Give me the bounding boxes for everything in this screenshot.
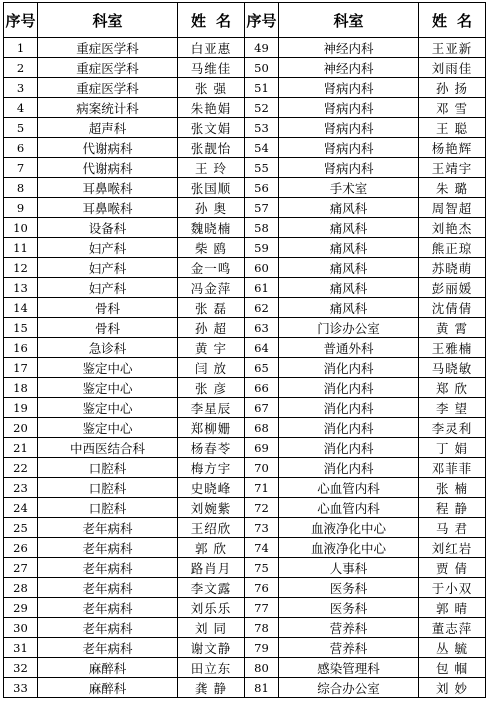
department-cell: 神经内科 — [279, 38, 419, 58]
header-serial-number-right: 序号 — [245, 3, 279, 38]
department-cell: 妇产科 — [38, 238, 178, 258]
person-name-cell: 郭 欣 — [178, 538, 245, 558]
department-cell: 痛风科 — [279, 218, 419, 238]
serial-number-cell: 72 — [245, 498, 279, 518]
person-name-cell: 刘雨佳 — [419, 58, 486, 78]
table-row — [4, 358, 486, 378]
department-cell: 肾病内科 — [279, 118, 419, 138]
table-row — [4, 398, 486, 418]
header-name-left: 姓名 — [178, 3, 245, 38]
person-name-cell: 白亚惠 — [178, 38, 245, 58]
person-name-cell: 丛 毓 — [419, 638, 486, 658]
person-name-cell: 邓 雪 — [419, 98, 486, 118]
table-row — [4, 418, 486, 438]
table-row — [4, 258, 486, 278]
serial-number-cell: 28 — [4, 578, 38, 598]
department-cell: 麻醉科 — [38, 678, 178, 698]
serial-number-cell: 18 — [4, 378, 38, 398]
serial-number-cell: 73 — [245, 518, 279, 538]
person-name-cell: 冯金萍 — [178, 278, 245, 298]
serial-number-cell: 62 — [245, 298, 279, 318]
department-cell: 血液净化中心 — [279, 518, 419, 538]
serial-number-cell: 26 — [4, 538, 38, 558]
department-cell: 病案统计科 — [38, 98, 178, 118]
person-name-cell: 苏晓萌 — [419, 258, 486, 278]
department-cell: 消化内科 — [279, 418, 419, 438]
serial-number-cell: 15 — [4, 318, 38, 338]
department-cell: 消化内科 — [279, 438, 419, 458]
table-row — [4, 178, 486, 198]
department-cell: 肾病内科 — [279, 78, 419, 98]
department-cell: 肾病内科 — [279, 138, 419, 158]
person-name-cell: 张国顺 — [178, 178, 245, 198]
department-cell: 消化内科 — [279, 458, 419, 478]
serial-number-cell: 57 — [245, 198, 279, 218]
department-cell: 耳鼻喉科 — [38, 178, 178, 198]
person-name-cell: 张 强 — [178, 78, 245, 98]
person-name-cell: 柴 鸥 — [178, 238, 245, 258]
serial-number-cell: 77 — [245, 598, 279, 618]
person-name-cell: 田立东 — [178, 658, 245, 678]
person-name-cell: 朱 璐 — [419, 178, 486, 198]
department-cell: 急诊科 — [38, 338, 178, 358]
department-cell: 普通外科 — [279, 338, 419, 358]
roster-sheet — [3, 2, 486, 698]
person-name-cell: 刘艳杰 — [419, 218, 486, 238]
department-cell: 口腔科 — [38, 478, 178, 498]
table-row — [4, 238, 486, 258]
serial-number-cell: 13 — [4, 278, 38, 298]
serial-number-cell: 63 — [245, 318, 279, 338]
serial-number-cell: 27 — [4, 558, 38, 578]
serial-number-cell: 54 — [245, 138, 279, 158]
department-cell: 老年病科 — [38, 538, 178, 558]
table-row — [4, 338, 486, 358]
department-cell: 人事科 — [279, 558, 419, 578]
person-name-cell: 李星辰 — [178, 398, 245, 418]
person-name-cell: 沈倩倩 — [419, 298, 486, 318]
department-cell: 老年病科 — [38, 638, 178, 658]
department-cell: 老年病科 — [38, 518, 178, 538]
table-row — [4, 638, 486, 658]
department-cell: 痛风科 — [279, 278, 419, 298]
header-row — [4, 3, 486, 38]
serial-number-cell: 8 — [4, 178, 38, 198]
serial-number-cell: 69 — [245, 438, 279, 458]
table-row — [4, 538, 486, 558]
person-name-cell: 李 望 — [419, 398, 486, 418]
serial-number-cell: 67 — [245, 398, 279, 418]
serial-number-cell: 5 — [4, 118, 38, 138]
header-name-right: 姓名 — [419, 3, 486, 38]
department-cell: 鉴定中心 — [38, 378, 178, 398]
department-cell: 痛风科 — [279, 298, 419, 318]
person-name-cell: 马维佳 — [178, 58, 245, 78]
serial-number-cell: 1 — [4, 38, 38, 58]
serial-number-cell: 9 — [4, 198, 38, 218]
serial-number-cell: 12 — [4, 258, 38, 278]
person-name-cell: 闫 放 — [178, 358, 245, 378]
department-cell: 设备科 — [38, 218, 178, 238]
person-name-cell: 彭丽媛 — [419, 278, 486, 298]
department-cell: 痛风科 — [279, 258, 419, 278]
person-name-cell: 李灵利 — [419, 418, 486, 438]
serial-number-cell: 78 — [245, 618, 279, 638]
serial-number-cell: 16 — [4, 338, 38, 358]
person-name-cell: 郑柳姗 — [178, 418, 245, 438]
serial-number-cell: 3 — [4, 78, 38, 98]
person-name-cell: 黄 宇 — [178, 338, 245, 358]
serial-number-cell: 74 — [245, 538, 279, 558]
table-row — [4, 98, 486, 118]
serial-number-cell: 24 — [4, 498, 38, 518]
person-name-cell: 马 君 — [419, 518, 486, 538]
department-cell: 老年病科 — [38, 558, 178, 578]
department-cell: 消化内科 — [279, 378, 419, 398]
department-cell: 门诊办公室 — [279, 318, 419, 338]
person-name-cell: 王 玲 — [178, 158, 245, 178]
serial-number-cell: 49 — [245, 38, 279, 58]
table-row — [4, 38, 486, 58]
person-name-cell: 贾 倩 — [419, 558, 486, 578]
serial-number-cell: 33 — [4, 678, 38, 698]
department-cell: 神经内科 — [279, 58, 419, 78]
table-row — [4, 598, 486, 618]
person-name-cell: 张 楠 — [419, 478, 486, 498]
table-row — [4, 618, 486, 638]
person-name-cell: 刘 同 — [178, 618, 245, 638]
serial-number-cell: 71 — [245, 478, 279, 498]
serial-number-cell: 2 — [4, 58, 38, 78]
serial-number-cell: 10 — [4, 218, 38, 238]
person-name-cell: 王 聪 — [419, 118, 486, 138]
person-name-cell: 梅方宇 — [178, 458, 245, 478]
table-row — [4, 198, 486, 218]
person-name-cell: 王亚新 — [419, 38, 486, 58]
person-name-cell: 刘乐乐 — [178, 598, 245, 618]
serial-number-cell: 31 — [4, 638, 38, 658]
table-row — [4, 218, 486, 238]
serial-number-cell: 25 — [4, 518, 38, 538]
person-name-cell: 金一鸣 — [178, 258, 245, 278]
header-serial-number-left: 序号 — [4, 3, 38, 38]
department-cell: 超声科 — [38, 118, 178, 138]
person-name-cell: 孙 奥 — [178, 198, 245, 218]
department-cell: 营养科 — [279, 638, 419, 658]
serial-number-cell: 53 — [245, 118, 279, 138]
table-row — [4, 438, 486, 458]
roster-body — [4, 38, 486, 698]
serial-number-cell: 22 — [4, 458, 38, 478]
serial-number-cell: 23 — [4, 478, 38, 498]
serial-number-cell: 81 — [245, 678, 279, 698]
department-cell: 老年病科 — [38, 598, 178, 618]
department-cell: 感染管理科 — [279, 658, 419, 678]
serial-number-cell: 56 — [245, 178, 279, 198]
department-cell: 老年病科 — [38, 618, 178, 638]
serial-number-cell: 11 — [4, 238, 38, 258]
serial-number-cell: 51 — [245, 78, 279, 98]
serial-number-cell: 7 — [4, 158, 38, 178]
person-name-cell: 黄 霄 — [419, 318, 486, 338]
table-row — [4, 378, 486, 398]
table-row — [4, 518, 486, 538]
department-cell: 口腔科 — [38, 498, 178, 518]
serial-number-cell: 14 — [4, 298, 38, 318]
serial-number-cell: 4 — [4, 98, 38, 118]
department-cell: 手术室 — [279, 178, 419, 198]
department-cell: 代谢病科 — [38, 138, 178, 158]
header-department-right: 科室 — [279, 3, 419, 38]
table-row — [4, 278, 486, 298]
department-cell: 口腔科 — [38, 458, 178, 478]
department-cell: 肾病内科 — [279, 98, 419, 118]
serial-number-cell: 60 — [245, 258, 279, 278]
department-cell: 痛风科 — [279, 198, 419, 218]
person-name-cell: 杨春苓 — [178, 438, 245, 458]
person-name-cell: 杨艳辉 — [419, 138, 486, 158]
table-row — [4, 678, 486, 698]
department-cell: 重症医学科 — [38, 78, 178, 98]
department-cell: 重症医学科 — [38, 38, 178, 58]
department-cell: 肾病内科 — [279, 158, 419, 178]
table-row — [4, 658, 486, 678]
person-name-cell: 张 彦 — [178, 378, 245, 398]
serial-number-cell: 64 — [245, 338, 279, 358]
serial-number-cell: 68 — [245, 418, 279, 438]
department-cell: 血液净化中心 — [279, 538, 419, 558]
serial-number-cell: 19 — [4, 398, 38, 418]
serial-number-cell: 32 — [4, 658, 38, 678]
serial-number-cell: 61 — [245, 278, 279, 298]
header-department-left: 科室 — [38, 3, 178, 38]
serial-number-cell: 17 — [4, 358, 38, 378]
person-name-cell: 史晓峰 — [178, 478, 245, 498]
serial-number-cell: 80 — [245, 658, 279, 678]
department-cell: 耳鼻喉科 — [38, 198, 178, 218]
department-cell: 麻醉科 — [38, 658, 178, 678]
department-cell: 鉴定中心 — [38, 418, 178, 438]
person-name-cell: 龚 静 — [178, 678, 245, 698]
person-name-cell: 孙 超 — [178, 318, 245, 338]
department-cell: 妇产科 — [38, 278, 178, 298]
serial-number-cell: 58 — [245, 218, 279, 238]
table-row — [4, 158, 486, 178]
serial-number-cell: 59 — [245, 238, 279, 258]
person-name-cell: 朱艳娟 — [178, 98, 245, 118]
table-row — [4, 498, 486, 518]
serial-number-cell: 55 — [245, 158, 279, 178]
serial-number-cell: 29 — [4, 598, 38, 618]
serial-number-cell: 70 — [245, 458, 279, 478]
serial-number-cell: 65 — [245, 358, 279, 378]
department-cell: 中西医结合科 — [38, 438, 178, 458]
table-row — [4, 458, 486, 478]
department-cell: 消化内科 — [279, 358, 419, 378]
serial-number-cell: 20 — [4, 418, 38, 438]
department-cell: 鉴定中心 — [38, 358, 178, 378]
department-cell: 医务科 — [279, 578, 419, 598]
department-cell: 综合办公室 — [279, 678, 419, 698]
serial-number-cell: 79 — [245, 638, 279, 658]
person-name-cell: 马晓敏 — [419, 358, 486, 378]
serial-number-cell: 52 — [245, 98, 279, 118]
person-name-cell: 刘 妙 — [419, 678, 486, 698]
department-cell: 痛风科 — [279, 238, 419, 258]
person-name-cell: 于小双 — [419, 578, 486, 598]
table-row — [4, 58, 486, 78]
department-cell: 骨科 — [38, 298, 178, 318]
department-cell: 骨科 — [38, 318, 178, 338]
person-name-cell: 包 帼 — [419, 658, 486, 678]
serial-number-cell: 75 — [245, 558, 279, 578]
serial-number-cell: 21 — [4, 438, 38, 458]
serial-number-cell: 76 — [245, 578, 279, 598]
table-row — [4, 118, 486, 138]
department-cell: 心血管内科 — [279, 498, 419, 518]
serial-number-cell: 6 — [4, 138, 38, 158]
person-name-cell: 孙 扬 — [419, 78, 486, 98]
person-name-cell: 程 静 — [419, 498, 486, 518]
department-cell: 老年病科 — [38, 578, 178, 598]
person-name-cell: 魏晓楠 — [178, 218, 245, 238]
department-cell: 代谢病科 — [38, 158, 178, 178]
table-row — [4, 578, 486, 598]
person-name-cell: 刘婉紫 — [178, 498, 245, 518]
person-name-cell: 董志萍 — [419, 618, 486, 638]
staff-roster-table — [3, 2, 486, 698]
serial-number-cell: 30 — [4, 618, 38, 638]
person-name-cell: 路肖月 — [178, 558, 245, 578]
person-name-cell: 王绍欣 — [178, 518, 245, 538]
department-cell: 心血管内科 — [279, 478, 419, 498]
person-name-cell: 周智超 — [419, 198, 486, 218]
person-name-cell: 张 磊 — [178, 298, 245, 318]
person-name-cell: 王雅楠 — [419, 338, 486, 358]
person-name-cell: 熊正琼 — [419, 238, 486, 258]
table-row — [4, 138, 486, 158]
table-row — [4, 478, 486, 498]
person-name-cell: 张文娟 — [178, 118, 245, 138]
person-name-cell: 王靖宇 — [419, 158, 486, 178]
person-name-cell: 李文露 — [178, 578, 245, 598]
department-cell: 重症医学科 — [38, 58, 178, 78]
person-name-cell: 郑 欣 — [419, 378, 486, 398]
department-cell: 消化内科 — [279, 398, 419, 418]
table-row — [4, 318, 486, 338]
person-name-cell: 邓菲菲 — [419, 458, 486, 478]
department-cell: 营养科 — [279, 618, 419, 638]
person-name-cell: 丁 娟 — [419, 438, 486, 458]
table-row — [4, 298, 486, 318]
person-name-cell: 谢文静 — [178, 638, 245, 658]
serial-number-cell: 66 — [245, 378, 279, 398]
serial-number-cell: 50 — [245, 58, 279, 78]
department-cell: 鉴定中心 — [38, 398, 178, 418]
person-name-cell: 刘红岩 — [419, 538, 486, 558]
department-cell: 医务科 — [279, 598, 419, 618]
person-name-cell: 郭 晴 — [419, 598, 486, 618]
person-name-cell: 张靓怡 — [178, 138, 245, 158]
table-row — [4, 558, 486, 578]
department-cell: 妇产科 — [38, 258, 178, 278]
table-row — [4, 78, 486, 98]
